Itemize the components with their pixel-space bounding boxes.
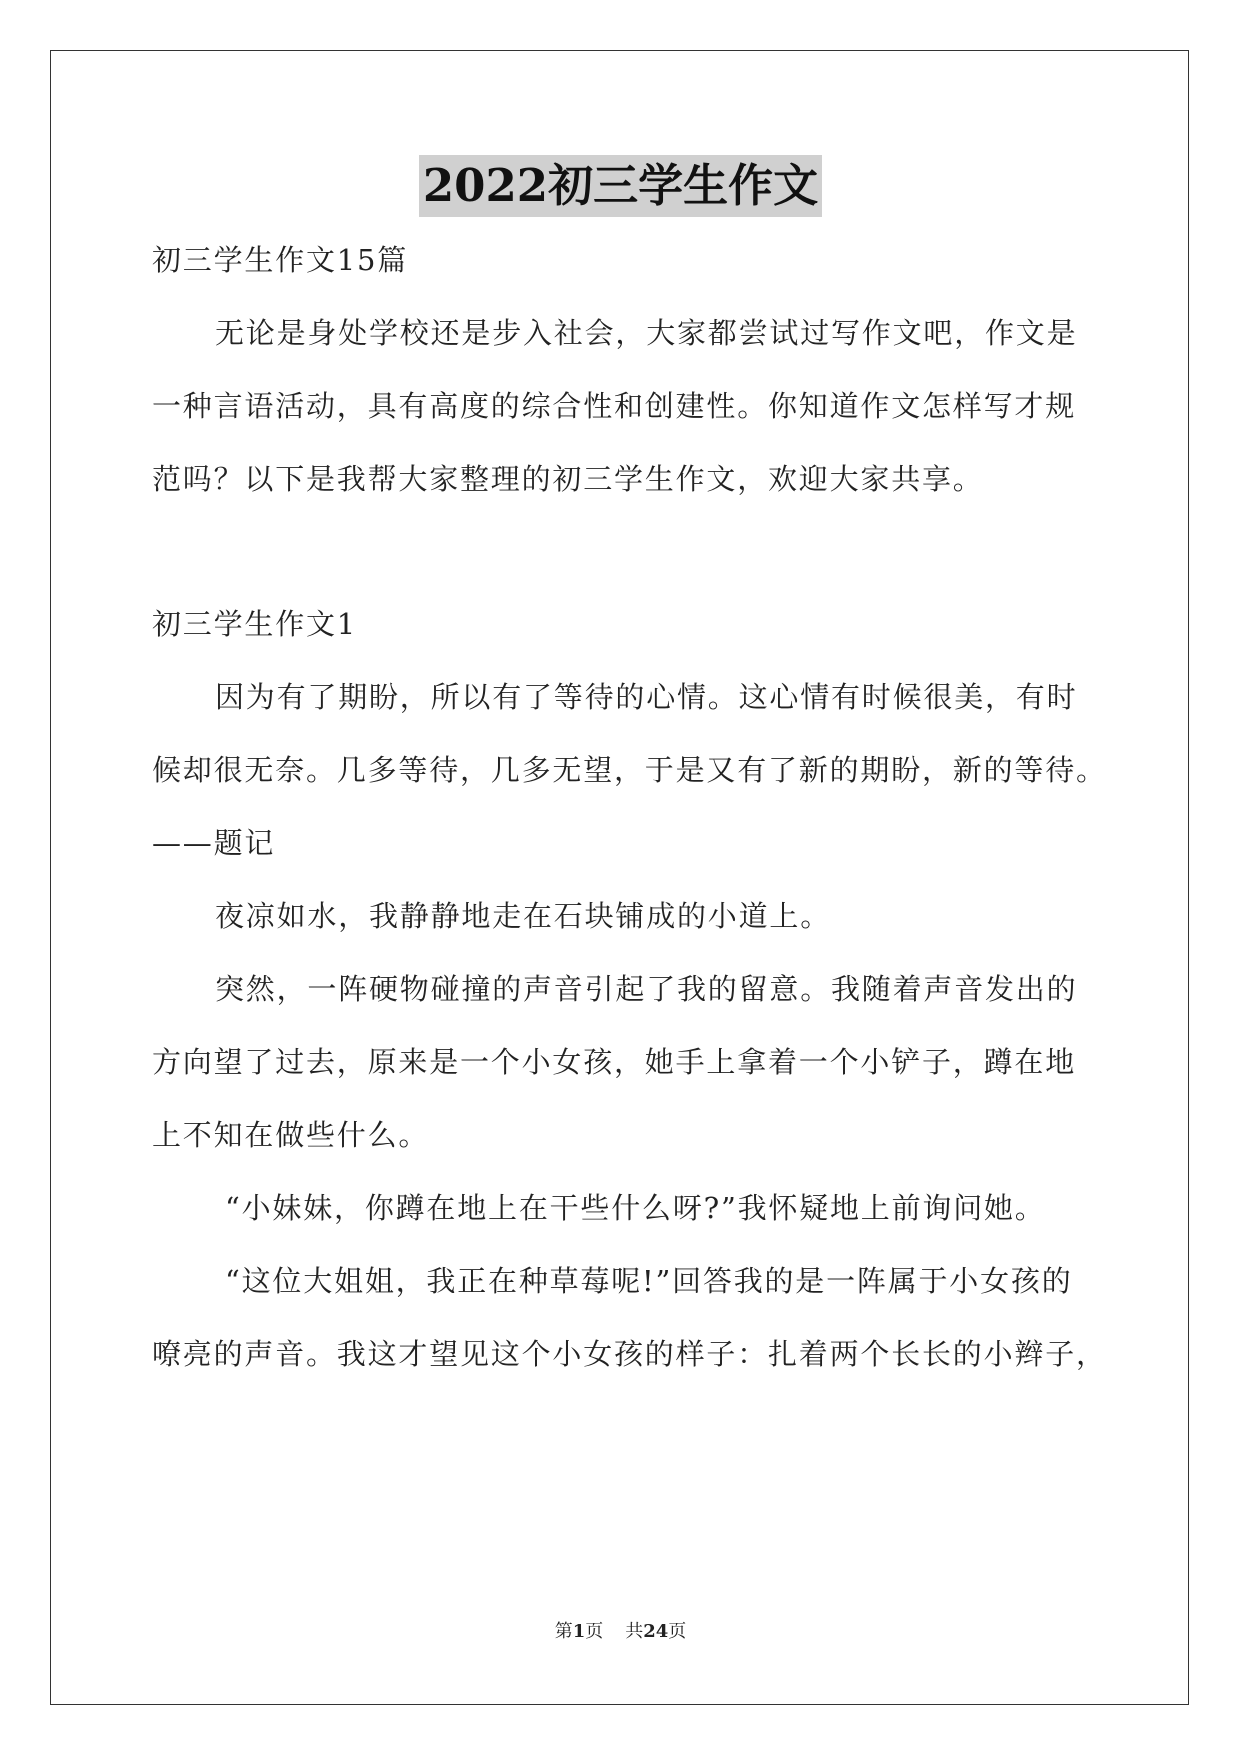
body-line-9: “这位大姐姐，我正在种草莓呢!”回答我的是一阵属于小女孩的	[225, 1264, 1073, 1298]
footer-page-number: 1	[572, 1621, 586, 1642]
document-title	[0, 155, 1241, 217]
body-line-5: 突然，一阵硬物碰撞的声音引起了我的留意。我随着声音发出的	[215, 972, 1078, 1006]
intro-line-1: 无论是身处学校还是步入社会，大家都尝试过写作文吧，作文是	[215, 316, 1078, 350]
body-line-1: 因为有了期盼，所以有了等待的心情。这心情有时候很美，有时	[215, 680, 1078, 714]
intro-line-3: 范吗？以下是我帮大家整理的初三学生作文，欢迎大家共享。	[152, 462, 984, 496]
page-border	[50, 50, 1189, 1705]
body-line-2: 候却很无奈。几多等待，几多无望，于是又有了新的期盼，新的等待。	[152, 753, 1107, 787]
body-line-4: 夜凉如水，我静静地走在石块铺成的小道上。	[215, 899, 832, 933]
document-title-text: 2022初三学生作文	[419, 155, 822, 217]
section-heading: 初三学生作文1	[152, 607, 358, 641]
body-line-3: ——题记	[152, 826, 276, 860]
footer-page-suffix: 页	[585, 1621, 604, 1642]
intro-line-2: 一种言语活动，具有高度的综合性和创建性。你知道作文怎样写才规	[152, 389, 1077, 423]
body-line-6: 方向望了过去，原来是一个小女孩，她手上拿着一个小铲子，蹲在地	[152, 1045, 1077, 1079]
footer-total-pages: 24	[643, 1621, 669, 1642]
body-line-10: 嘹亮的声音。我这才望见这个小女孩的样子：扎着两个长长的小辫子，	[152, 1337, 1107, 1371]
body-line-8: “小妹妹，你蹲在地上在干些什么呀?”我怀疑地上前询问她。	[225, 1191, 1046, 1225]
footer-total-suffix: 页	[668, 1621, 687, 1642]
document-subtitle: 初三学生作文15篇	[152, 243, 409, 277]
footer-page-prefix: 第	[554, 1621, 573, 1642]
body-line-7: 上不知在做些什么。	[152, 1118, 430, 1152]
footer-total-prefix: 共	[625, 1621, 644, 1642]
page-footer	[0, 1620, 1241, 1644]
